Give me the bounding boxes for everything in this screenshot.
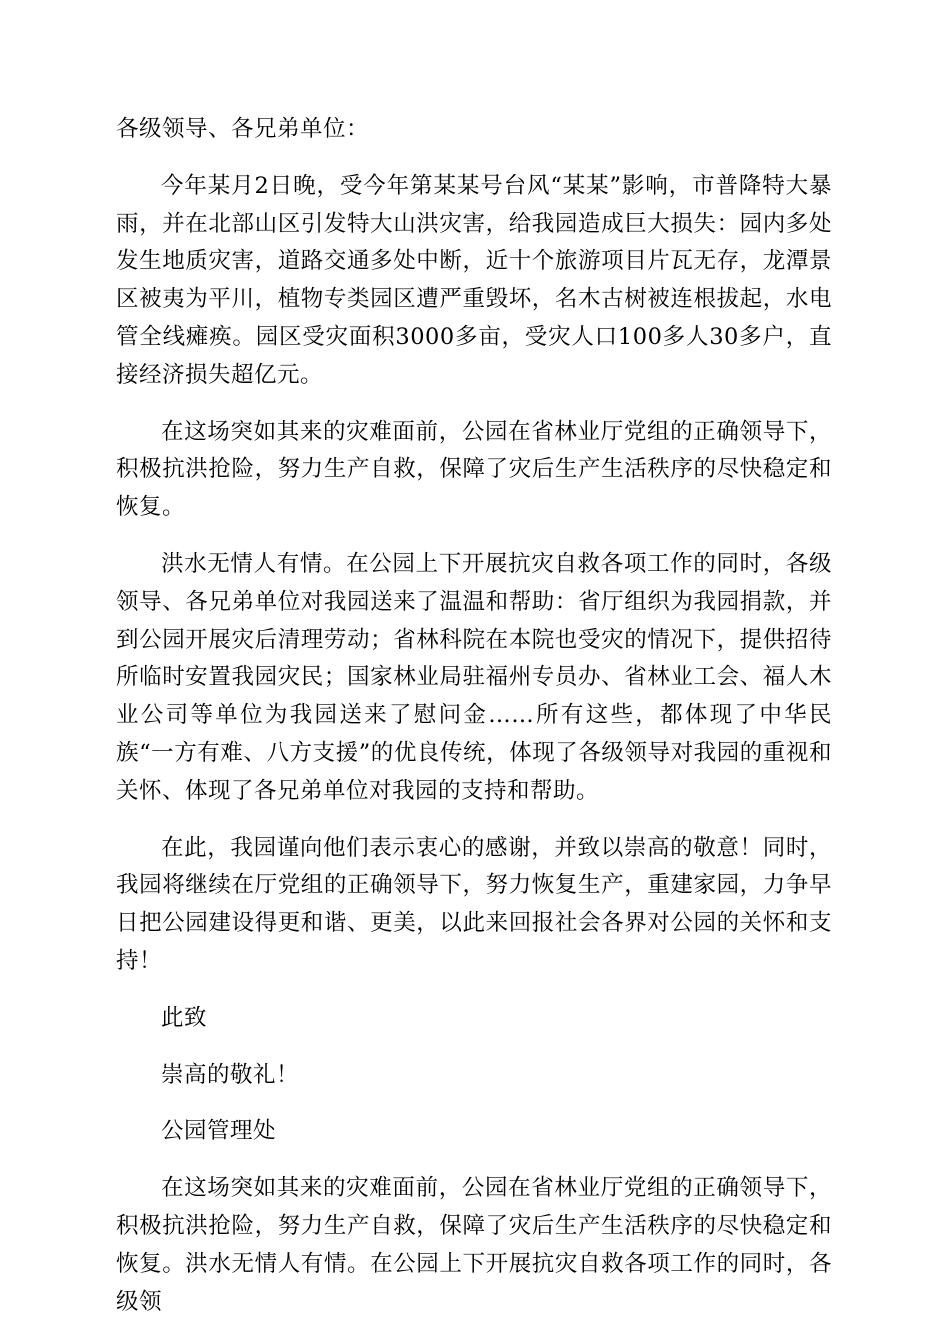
document-body (116, 111, 832, 1321)
closing-line-1: 此致 (161, 1004, 208, 1031)
paragraph-rescue: 在这场突如其来的灾难面前，公园在省林业厅党组的正确领导下，积极抗洪抢险，努力生产自救，保障了灾后生产生活秩序的尽快稳定和恢复。 (116, 418, 832, 521)
paragraph-thanks: 在此，我园谨向他们表示衷心的感谢，并致以崇高的敬意！同时，我园将继续在厅党组的正确领导下，努力恢复生产，重建家园，力争早日把公园建设得更和谐、更美，以此来回报社会各界对公园的关怀和支持！ (116, 834, 832, 974)
paragraph-tail: 在这场突如其来的灾难面前，公园在省林业厅党组的正确领导下，积极抗洪抢险，努力生产自救，保障了灾后生产生活秩序的尽快稳定和恢复。洪水无情人有情。在公园上下开展抗灾自救各项工作的同时，各级领 (116, 1175, 832, 1315)
salutation: 各级领导、各兄弟单位： (116, 116, 370, 142)
paragraph-disaster-report: 今年某月2日晚，受今年第某某号台风“某某”影响，市普降特大暴雨，并在北部山区引发特大山洪灾害，给我园造成巨大损失：园内多处发生地质灾害，道路交通多处中断，近十个旅游项目片瓦无存，龙潭景区被夷为平川，植物专类园区遭严重毁坏，名木古树被连根拔起，水电管全线瘫痪。园区受灾面积3000多亩，受灾人口100多人30多户，直接经济损失超亿元。 (116, 172, 832, 388)
closing-line-2: 崇高的敬礼！ (161, 1061, 300, 1088)
paragraph-assistance: 洪水无情人有情。在公园上下开展抗灾自救各项工作的同时，各级领导、各兄弟单位对我园送来了温温和帮助：省厅组织为我园捐款，并到公园开展灾后清理劳动；省林科院在本院也受灾的情况下，提供招待所临时安置我园灾民；国家林业局驻福州专员办、省林业工会、福人木业公司等单位为我园送来了慰问金……所有这些，都体现了中华民族“一方有难、八方支援”的优良传统，体现了各级领导对我园的重视和关怀、体现了各兄弟单位对我园的支持和帮助。 (116, 550, 832, 804)
signature: 公园管理处 (161, 1118, 277, 1145)
